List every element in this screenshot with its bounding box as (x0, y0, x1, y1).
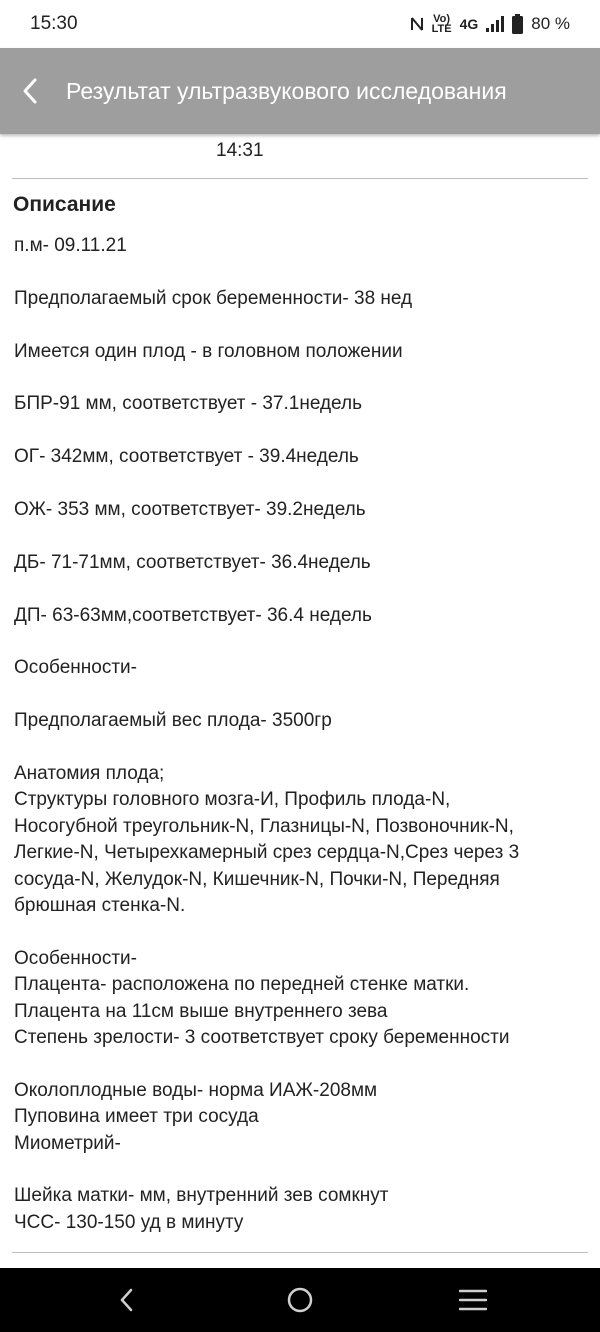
description-line: ОЖ- 353 мм, соответствует- 39.2недель (14, 498, 366, 520)
description-line: Анатомия плода; (14, 762, 165, 784)
description-line: ДБ- 71-71мм, соответствует- 36.4недель (14, 551, 371, 573)
description-line: Плацента на 11см выше внутреннего зева (14, 1000, 388, 1022)
line-gap (14, 919, 586, 945)
battery-level: 80 % (531, 14, 570, 33)
description-line: Степень зрелости- 3 соответствует сроку беременности (14, 1027, 510, 1049)
line-gap (14, 523, 586, 549)
description-line: Структуры головного мозга-И, Профиль плода-N, (14, 789, 451, 811)
report-content[interactable] (0, 110, 600, 1268)
study-date-value: 14:31 (216, 140, 264, 161)
nav-back-button[interactable] (97, 1268, 157, 1332)
description-line: Пуповина имеет три сосуда (14, 1106, 259, 1128)
line-gap (14, 1157, 586, 1183)
line-gap (14, 576, 586, 602)
divider (12, 178, 588, 179)
description-line: Особенности- (14, 657, 137, 679)
description-line: Особенности- (14, 947, 137, 969)
signal-icon (486, 16, 504, 32)
line-gap (14, 418, 586, 444)
line-gap (14, 471, 586, 497)
description-line: Миометрий- (14, 1132, 121, 1154)
status-time: 15:30 (30, 13, 78, 34)
description-line: ОГ- 342мм, соответствует - 39.4недель (14, 446, 359, 468)
description-title: Описание (13, 193, 116, 216)
description-line: ЧСС- 130-150 уд в минуту (14, 1211, 244, 1233)
description-line: Плацента- расположена по передней стенке матки. (14, 974, 470, 996)
description-line: Предполагаемый срок беременности- 38 нед (14, 287, 413, 309)
description-line: Предполагаемый вес плода- 3500гр (14, 710, 332, 732)
menu-lines-icon (459, 1289, 487, 1311)
line-gap (14, 735, 586, 761)
description-line: п.м- 09.11.21 (14, 235, 127, 256)
bottom-divider (12, 1252, 588, 1253)
line-gap (14, 259, 586, 285)
nfc-icon (410, 16, 424, 32)
description-line: Носогубной треугольник-N, Глазницы-N, Позвоночник-N, (14, 815, 514, 837)
line-gap (14, 365, 586, 391)
volte-badge-bottom: LTE (431, 23, 452, 35)
status-bar (0, 0, 600, 48)
description-line: ДП- 63-63мм,соответствует- 36.4 недель (14, 604, 372, 626)
battery-icon (512, 14, 523, 34)
home-circle-icon (286, 1286, 314, 1314)
network-type: 4G (459, 16, 479, 32)
description-line: БПР-91 мм, соответствует - 37.1недель (14, 393, 362, 415)
description-line: Имеется один плод - в головном положении (14, 340, 403, 362)
page-title: Результат ультразвукового исследования (66, 77, 507, 104)
volte-badge-top: Vo) (433, 13, 451, 25)
app-bar (0, 48, 600, 134)
navigation-bar (0, 1268, 600, 1332)
line-gap (14, 682, 586, 708)
volte-icon (432, 14, 452, 34)
back-button[interactable] (0, 48, 62, 134)
nav-recents-button[interactable] (443, 1268, 503, 1332)
line-gap (14, 1051, 586, 1077)
line-gap (14, 312, 586, 338)
description-text (14, 233, 586, 1236)
status-icons (410, 14, 570, 34)
description-line: Околоплодные воды- норма ИАЖ-208мм (14, 1079, 378, 1101)
description-line: Легкие-N, Четырехкамерный срез сердца-N,Срез через 3 (14, 842, 520, 864)
nav-home-button[interactable] (270, 1268, 330, 1332)
line-gap (14, 629, 586, 655)
description-line: Шейка матки- мм, внутренний зев сомкнут (14, 1185, 389, 1207)
chevron-left-icon (118, 1287, 136, 1313)
arrow-left-icon (20, 77, 40, 105)
description-line: сосуда-N, Желудок-N, Кишечник-N, Почки-N, Передняя (14, 868, 500, 890)
description-line: брюшная стенка-N. (14, 895, 186, 916)
